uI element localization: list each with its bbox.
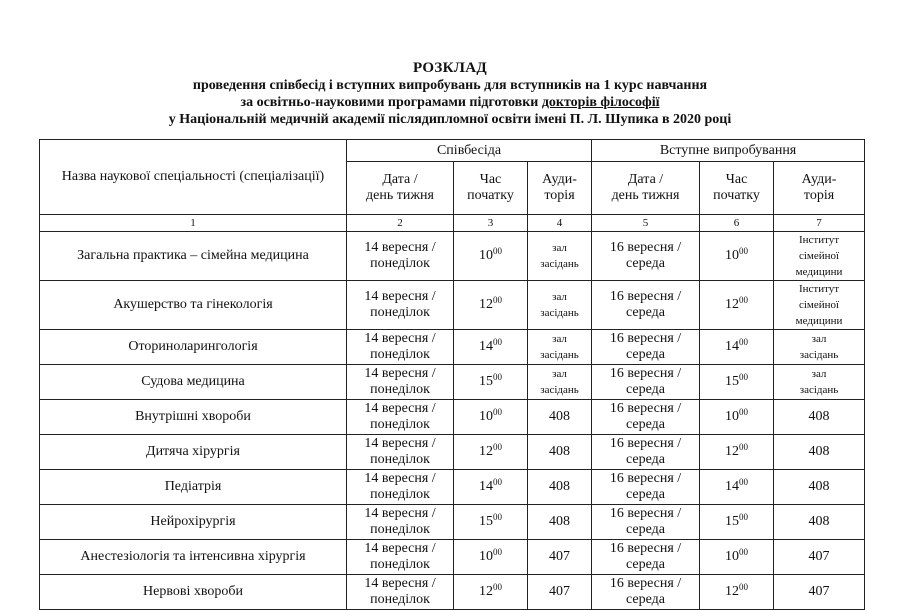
table-row bbox=[40, 400, 865, 435]
subtitle-underlined: докторів філософії bbox=[541, 95, 660, 110]
table-row bbox=[40, 470, 865, 505]
interview-time-cell: $14^{00}$ bbox=[454, 470, 528, 505]
interview-date-cell: 14 вересня / понеділок bbox=[347, 540, 454, 575]
table-row bbox=[40, 575, 865, 610]
interview-date-cell: 14 вересня / понеділок bbox=[347, 470, 454, 505]
exam-time-cell: $14^{00}$ bbox=[700, 330, 774, 365]
interview-room-cell: 408 bbox=[528, 470, 592, 505]
interview-time-cell: $12^{00}$ bbox=[454, 281, 528, 330]
interview-time-header: Час початку bbox=[454, 162, 528, 215]
specialty-name-cell: Анестезіологія та інтенсивна хірургія bbox=[40, 540, 347, 575]
table-row bbox=[40, 330, 865, 365]
column-number: 2 bbox=[347, 215, 454, 232]
interview-room-cell: зал засідань bbox=[528, 365, 592, 400]
schedule-table bbox=[39, 139, 865, 610]
exam-date-cell: 16 вересня / середа bbox=[592, 400, 700, 435]
exam-room-header: Ауди- торія bbox=[774, 162, 865, 215]
interview-date-cell: 14 вересня / понеділок bbox=[347, 330, 454, 365]
interview-room-cell: зал засідань bbox=[528, 281, 592, 330]
subtitle-prefix: за освітньо-науковими програмами підготовки bbox=[240, 95, 542, 110]
interview-time-cell: $12^{00}$ bbox=[454, 435, 528, 470]
table-row bbox=[40, 435, 865, 470]
column-number-row bbox=[40, 215, 865, 232]
specialty-name-cell: Дитяча хірургія bbox=[40, 435, 347, 470]
specialty-name-header: Назва наукової спеціальності (спеціалізації) bbox=[40, 140, 347, 215]
table-row bbox=[40, 505, 865, 540]
interview-time-cell: $12^{00}$ bbox=[454, 575, 528, 610]
table-row bbox=[40, 540, 865, 575]
exam-time-cell: $12^{00}$ bbox=[700, 575, 774, 610]
specialty-name-cell: Внутрішні хвороби bbox=[40, 400, 347, 435]
column-number: 1 bbox=[40, 215, 347, 232]
exam-time-cell: $12^{00}$ bbox=[700, 281, 774, 330]
exam-room-cell: Інститут сімейної медицини bbox=[774, 232, 865, 281]
document-subtitle-line-1: проведення співбесід і вступних випробувань для вступників на 1 курс навчання bbox=[192, 78, 708, 93]
table-group-header-row bbox=[40, 140, 865, 162]
interview-room-header: Ауди- торія bbox=[528, 162, 592, 215]
exam-date-cell: 16 вересня / середа bbox=[592, 505, 700, 540]
interview-room-cell: 407 bbox=[528, 575, 592, 610]
exam-room-cell: 407 bbox=[774, 575, 865, 610]
column-number: 3 bbox=[454, 215, 528, 232]
exam-group-header: Вступне випробування bbox=[592, 140, 865, 162]
interview-date-header: Дата / день тижня bbox=[347, 162, 454, 215]
exam-time-cell: $10^{00}$ bbox=[700, 400, 774, 435]
column-number: 7 bbox=[774, 215, 865, 232]
exam-room-cell: зал засідань bbox=[774, 365, 865, 400]
interview-date-cell: 14 вересня / понеділок bbox=[347, 400, 454, 435]
exam-date-cell: 16 вересня / середа bbox=[592, 281, 700, 330]
exam-date-cell: 16 вересня / середа bbox=[592, 232, 700, 281]
interview-time-cell: $10^{00}$ bbox=[454, 540, 528, 575]
column-number: 5 bbox=[592, 215, 700, 232]
exam-time-cell: $15^{00}$ bbox=[700, 505, 774, 540]
exam-room-cell: зал засідань bbox=[774, 330, 865, 365]
interview-date-cell: 14 вересня / понеділок bbox=[347, 365, 454, 400]
interview-time-cell: $10^{00}$ bbox=[454, 232, 528, 281]
interview-time-cell: $14^{00}$ bbox=[454, 330, 528, 365]
exam-date-cell: 16 вересня / середа bbox=[592, 470, 700, 505]
exam-time-cell: $12^{00}$ bbox=[700, 435, 774, 470]
column-number: 4 bbox=[528, 215, 592, 232]
interview-date-cell: 14 вересня / понеділок bbox=[347, 435, 454, 470]
document-header bbox=[0, 60, 900, 128]
interview-date-cell: 14 вересня / понеділок bbox=[347, 281, 454, 330]
exam-room-cell: 408 bbox=[774, 470, 865, 505]
specialty-name-cell: Загальна практика – сімейна медицина bbox=[40, 232, 347, 281]
interview-room-cell: зал засідань bbox=[528, 330, 592, 365]
interview-room-cell: 407 bbox=[528, 540, 592, 575]
interview-date-cell: 14 вересня / понеділок bbox=[347, 232, 454, 281]
interview-time-cell: $15^{00}$ bbox=[454, 505, 528, 540]
exam-time-cell: $15^{00}$ bbox=[700, 365, 774, 400]
document-subtitle-line-3: у Національній медичній академії післядипломної освіти імені П. Л. Шупика в 2020 році bbox=[168, 112, 732, 127]
specialty-name-cell: Педіатрія bbox=[40, 470, 347, 505]
interview-date-cell: 14 вересня / понеділок bbox=[347, 505, 454, 540]
exam-date-header: Дата / день тижня bbox=[592, 162, 700, 215]
interview-time-cell: $10^{00}$ bbox=[454, 400, 528, 435]
schedule-body bbox=[40, 232, 865, 610]
exam-date-cell: 16 вересня / середа bbox=[592, 365, 700, 400]
table-row bbox=[40, 281, 865, 330]
interview-group-header: Співбесіда bbox=[347, 140, 592, 162]
exam-room-cell: Інститут сімейної медицини bbox=[774, 281, 865, 330]
column-number: 6 bbox=[700, 215, 774, 232]
exam-date-cell: 16 вересня / середа bbox=[592, 435, 700, 470]
interview-room-cell: зал засідань bbox=[528, 232, 592, 281]
table-row bbox=[40, 232, 865, 281]
exam-time-cell: $10^{00}$ bbox=[700, 232, 774, 281]
exam-date-cell: 16 вересня / середа bbox=[592, 540, 700, 575]
exam-room-cell: 408 bbox=[774, 435, 865, 470]
exam-time-header: Час початку bbox=[700, 162, 774, 215]
specialty-name-cell: Судова медицина bbox=[40, 365, 347, 400]
interview-room-cell: 408 bbox=[528, 435, 592, 470]
document-subtitle-line-2 bbox=[0, 94, 900, 111]
exam-date-cell: 16 вересня / середа bbox=[592, 330, 700, 365]
specialty-name-cell: Оториноларингологія bbox=[40, 330, 347, 365]
exam-room-cell: 408 bbox=[774, 505, 865, 540]
exam-time-cell: $10^{00}$ bbox=[700, 540, 774, 575]
table-row bbox=[40, 365, 865, 400]
exam-time-cell: $14^{00}$ bbox=[700, 470, 774, 505]
exam-room-cell: 408 bbox=[774, 400, 865, 435]
specialty-name-cell: Нервові хвороби bbox=[40, 575, 347, 610]
exam-date-cell: 16 вересня / середа bbox=[592, 575, 700, 610]
interview-room-cell: 408 bbox=[528, 400, 592, 435]
specialty-name-cell: Акушерство та гінекологія bbox=[40, 281, 347, 330]
specialty-name-cell: Нейрохірургія bbox=[40, 505, 347, 540]
interview-date-cell: 14 вересня / понеділок bbox=[347, 575, 454, 610]
interview-time-cell: $15^{00}$ bbox=[454, 365, 528, 400]
interview-room-cell: 408 bbox=[528, 505, 592, 540]
document-title: РОЗКЛАД bbox=[413, 60, 487, 76]
exam-room-cell: 407 bbox=[774, 540, 865, 575]
